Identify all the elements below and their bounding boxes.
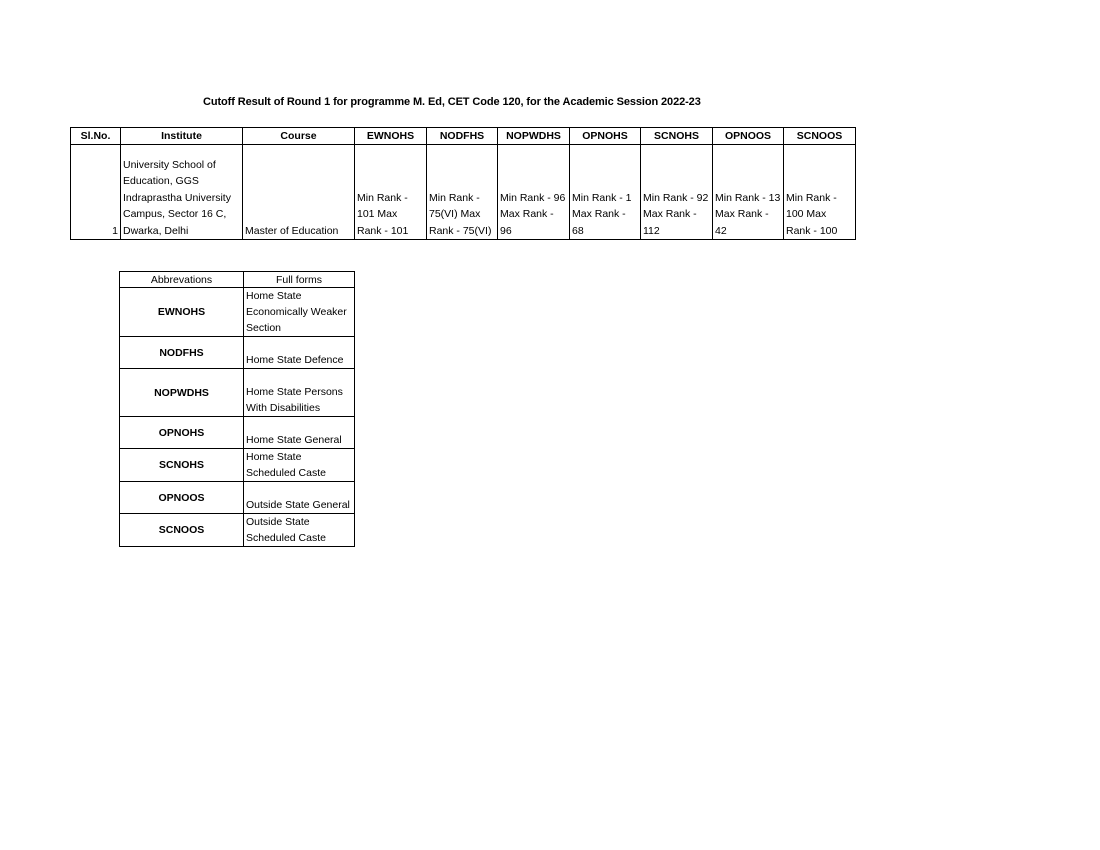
column-header-ewnohs: EWNOHS (355, 128, 427, 145)
abbr-header-row (120, 272, 355, 288)
column-header-course: Course (243, 128, 355, 145)
table-row (120, 288, 355, 337)
full-form-cell: Home State Scheduled Caste (244, 449, 355, 482)
abbr-cell: NOPWDHS (120, 369, 244, 417)
page-title: Cutoff Result of Round 1 for programme M. Ed, CET Code 120, for the Academic Session 2022-23 (203, 96, 701, 108)
cell-course: Master of Education (243, 145, 355, 240)
full-form-cell: Home State Persons With Disabilities (244, 369, 355, 417)
column-header-opnohs: OPNOHS (570, 128, 641, 145)
table-row (120, 482, 355, 514)
cell-sl-no: 1 (71, 145, 121, 240)
full-form-cell: Home State Economically Weaker Section (244, 288, 355, 337)
abbr-cell: SCNOOS (120, 514, 244, 547)
abbr-cell: EWNOHS (120, 288, 244, 337)
cell-scnohs: Min Rank - 92 Max Rank - 112 (641, 145, 713, 240)
abbreviations-table (119, 271, 355, 547)
full-form-cell: Home State Defence (244, 337, 355, 369)
full-form-cell: Home State General (244, 417, 355, 449)
column-header-scnoos: SCNOOS (784, 128, 856, 145)
abbr-cell: SCNOHS (120, 449, 244, 482)
column-header-nopwdhs: NOPWDHS (498, 128, 570, 145)
column-header-full-forms: Full forms (244, 272, 355, 288)
column-header-nodfhs: NODFHS (427, 128, 498, 145)
table-row (120, 369, 355, 417)
column-header-sl-no: Sl.No. (71, 128, 121, 145)
full-form-cell: Outside State General (244, 482, 355, 514)
column-header-opnoos: OPNOOS (713, 128, 784, 145)
cell-scnoos: Min Rank - 100 Max Rank - 100 (784, 145, 856, 240)
cell-opnohs: Min Rank - 1 Max Rank - 68 (570, 145, 641, 240)
cutoff-table (70, 127, 856, 240)
column-header-abbreviations: Abbrevations (120, 272, 244, 288)
column-header-scnohs: SCNOHS (641, 128, 713, 145)
table-row (120, 449, 355, 482)
cell-ewnohs: Min Rank - 101 Max Rank - 101 (355, 145, 427, 240)
cell-institute: University School of Education, GGS Indraprastha University Campus, Sector 16 C, Dwarka, Delhi (121, 145, 243, 240)
column-header-institute: Institute (121, 128, 243, 145)
abbr-cell: OPNOHS (120, 417, 244, 449)
abbr-cell: NODFHS (120, 337, 244, 369)
full-form-cell: Outside State Scheduled Caste (244, 514, 355, 547)
table-row (120, 417, 355, 449)
table-row (120, 514, 355, 547)
table-row (71, 145, 856, 240)
cell-nopwdhs: Min Rank - 96 Max Rank - 96 (498, 145, 570, 240)
cell-opnoos: Min Rank - 13 Max Rank - 42 (713, 145, 784, 240)
table-row (120, 337, 355, 369)
cell-nodfhs: Min Rank - 75(VI) Max Rank - 75(VI) (427, 145, 498, 240)
abbr-cell: OPNOOS (120, 482, 244, 514)
cutoff-header-row (71, 128, 856, 145)
